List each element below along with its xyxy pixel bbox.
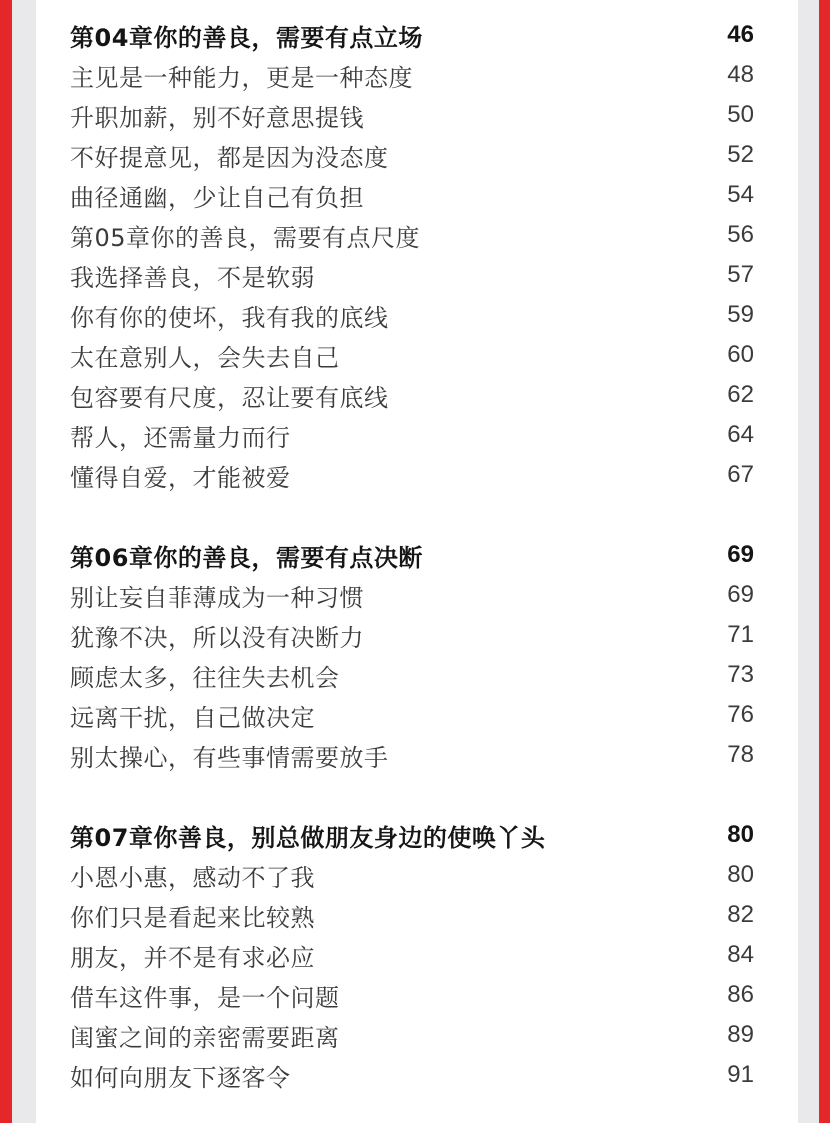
toc-entry	[70, 335, 754, 375]
toc-title: 你有你的使坏，我有我的底线	[70, 303, 389, 332]
toc-title: 我选择善良，不是软弱	[70, 263, 315, 292]
toc-title: 曲径通幽，少让自己有负担	[70, 183, 364, 212]
toc-title: 朋友，并不是有求必应	[70, 943, 315, 972]
toc-page-number: 91	[727, 1061, 754, 1088]
toc-entry	[70, 735, 754, 775]
toc-title: 包容要有尺度，忍让要有底线	[70, 383, 389, 412]
toc-entry	[70, 455, 754, 495]
toc-title: 懂得自爱，才能被爱	[70, 463, 291, 492]
toc-title: 借车这件事，是一个问题	[70, 983, 340, 1012]
toc-title: 不好提意见，都是因为没态度	[70, 143, 389, 172]
toc-title: 别太操心，有些事情需要放手	[70, 743, 389, 772]
toc-title: 主见是一种能力，更是一种态度	[70, 63, 413, 92]
toc-page-number: 71	[727, 621, 754, 648]
table-of-contents	[70, 15, 754, 1095]
toc-title: 第06章你的善良，需要有点决断	[70, 543, 423, 572]
toc-entry	[70, 1055, 754, 1095]
toc-page-number: 50	[727, 101, 754, 128]
toc-entry	[70, 95, 754, 135]
toc-entry	[70, 295, 754, 335]
toc-page-number: 62	[727, 381, 754, 408]
toc-page-number: 64	[727, 421, 754, 448]
toc-title: 小恩小惠，感动不了我	[70, 863, 315, 892]
toc-page-number: 84	[727, 941, 754, 968]
toc-title: 太在意别人，会失去自己	[70, 343, 340, 372]
toc-chapter-07	[70, 815, 754, 855]
toc-page-number: 59	[727, 301, 754, 328]
toc-page-number: 57	[727, 261, 754, 288]
toc-page-number: 48	[727, 61, 754, 88]
toc-page-number: 76	[727, 701, 754, 728]
toc-chapter-04	[70, 15, 754, 55]
toc-entry	[70, 695, 754, 735]
toc-chapter-06	[70, 535, 754, 575]
toc-page-number: 67	[727, 461, 754, 488]
toc-title: 第07章你善良，别总做朋友身边的使唤丫头	[70, 823, 546, 852]
toc-entry	[70, 255, 754, 295]
toc-entry	[70, 55, 754, 95]
toc-page-number: 54	[727, 181, 754, 208]
right-red-border	[819, 0, 830, 1123]
toc-page-number: 46	[727, 21, 754, 48]
toc-entry	[70, 175, 754, 215]
toc-title: 升职加薪，别不好意思提钱	[70, 103, 364, 132]
toc-entry	[70, 1015, 754, 1055]
toc-page-number: 69	[727, 541, 754, 568]
left-red-border	[0, 0, 12, 1123]
toc-title: 第05章你的善良，需要有点尺度	[70, 223, 421, 252]
toc-title: 你们只是看起来比较熟	[70, 903, 315, 932]
toc-page-number: 89	[727, 1021, 754, 1048]
right-gray-border	[798, 0, 819, 1123]
toc-entry	[70, 135, 754, 175]
toc-entry	[70, 975, 754, 1015]
toc-title: 顾虑太多，往往失去机会	[70, 663, 340, 692]
toc-title: 闺蜜之间的亲密需要距离	[70, 1023, 340, 1052]
toc-page-number: 73	[727, 661, 754, 688]
toc-title: 别让妄自菲薄成为一种习惯	[70, 583, 364, 612]
toc-page-number: 80	[727, 821, 754, 848]
toc-entry	[70, 615, 754, 655]
toc-title: 犹豫不决，所以没有决断力	[70, 623, 364, 652]
toc-title: 第04章你的善良，需要有点立场	[70, 23, 423, 52]
toc-page-number: 86	[727, 981, 754, 1008]
toc-page-number: 60	[727, 341, 754, 368]
toc-entry	[70, 575, 754, 615]
left-gray-border	[12, 0, 36, 1123]
toc-entry	[70, 935, 754, 975]
toc-entry	[70, 375, 754, 415]
toc-page-number: 69	[727, 581, 754, 608]
toc-page-number: 80	[727, 861, 754, 888]
toc-chapter-05	[70, 215, 754, 255]
toc-title: 帮人，还需量力而行	[70, 423, 291, 452]
toc-title: 如何向朋友下逐客令	[70, 1063, 291, 1092]
toc-entry	[70, 655, 754, 695]
toc-entry	[70, 895, 754, 935]
toc-entry	[70, 415, 754, 455]
toc-page-number: 52	[727, 141, 754, 168]
toc-page-number: 78	[727, 741, 754, 768]
toc-title: 远离干扰，自己做决定	[70, 703, 315, 732]
toc-page-number: 56	[727, 221, 754, 248]
toc-page-number: 82	[727, 901, 754, 928]
toc-entry	[70, 855, 754, 895]
